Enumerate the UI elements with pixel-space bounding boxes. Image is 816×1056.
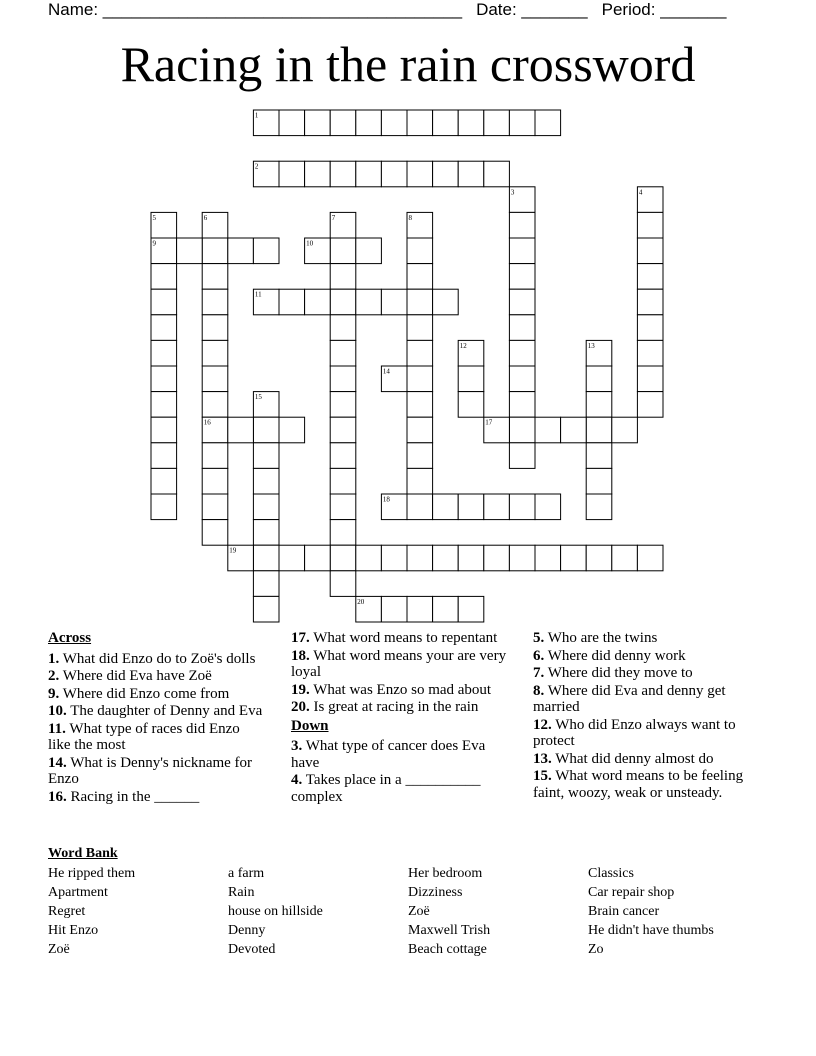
grid-cell[interactable]	[151, 494, 177, 520]
grid-cell[interactable]	[484, 494, 510, 520]
grid-cell[interactable]	[637, 545, 663, 571]
grid-cell[interactable]	[381, 289, 407, 315]
across-clues-col1	[48, 630, 263, 806]
grid-cell[interactable]	[202, 443, 228, 469]
grid-cell[interactable]	[586, 392, 612, 418]
clue-number: 12.	[533, 716, 552, 733]
word-bank-entry: Brain cancer	[588, 904, 660, 919]
grid-cell[interactable]	[151, 340, 177, 366]
grid-cell[interactable]	[433, 596, 459, 622]
period-field[interactable]: Period: _______	[601, 0, 727, 19]
clue-text: Where did Eva have Zoë	[59, 668, 212, 684]
grid-cell[interactable]	[509, 494, 535, 520]
clue-text: What word means your are very loyal	[291, 647, 507, 680]
grid-cell[interactable]	[535, 110, 561, 136]
clue-text: Is great at racing in the rain	[309, 699, 479, 715]
across-clue	[48, 651, 263, 668]
clue-text: What word means to be feeling faint, woozy, weak or unsteady.	[533, 768, 744, 801]
clue-number: 2.	[48, 668, 60, 684]
word-bank-entry: Her bedroom	[408, 866, 483, 881]
grid-cell[interactable]	[305, 545, 331, 571]
down-clues-col3	[533, 630, 768, 802]
grid-cell[interactable]	[253, 468, 279, 494]
grid-cell[interactable]	[202, 289, 228, 315]
grid-cell[interactable]	[407, 315, 433, 341]
grid-cell[interactable]	[407, 392, 433, 418]
down-clue	[533, 717, 768, 750]
clue-number: 4	[638, 188, 643, 197]
down-heading: Down	[291, 717, 329, 734]
word-bank-column	[588, 864, 714, 959]
word-bank-entry: Denny	[228, 923, 266, 938]
grid-cell[interactable]	[305, 289, 331, 315]
grid-cell[interactable]	[330, 545, 356, 571]
clue-number: 1	[254, 111, 259, 120]
grid-cell[interactable]	[407, 596, 433, 622]
clue-number: 20.	[291, 699, 310, 715]
grid-cell[interactable]	[509, 545, 535, 571]
clue-number: 19	[229, 546, 237, 555]
across-clue	[291, 699, 513, 716]
clue-number: 3	[510, 188, 515, 197]
grid-cell[interactable]	[458, 161, 484, 187]
grid-cell[interactable]	[509, 238, 535, 264]
clue-number: 14	[382, 367, 390, 376]
down-clue	[533, 665, 768, 682]
clue-text: Who did Enzo always want to protect	[533, 716, 736, 749]
grid-cell[interactable]	[330, 392, 356, 418]
grid-cell[interactable]	[586, 417, 612, 443]
page-title: Racing in the rain crossword	[120, 36, 696, 92]
clue-text: Where did denny work	[544, 647, 686, 664]
down-clue	[291, 738, 513, 771]
word-bank-column	[408, 864, 490, 959]
across-clue	[48, 668, 263, 685]
date-field[interactable]: Date: _______	[476, 0, 588, 19]
across-clue	[48, 789, 263, 806]
word-bank-title: Word Bank	[48, 846, 118, 861]
grid-cell[interactable]	[151, 264, 177, 290]
clue-number: 10	[306, 239, 314, 248]
grid-cell[interactable]	[253, 417, 279, 443]
grid-cell[interactable]	[330, 443, 356, 469]
clue-text: Where did Enzo come from	[59, 685, 230, 702]
grid-cell[interactable]	[151, 417, 177, 443]
grid-cell[interactable]	[381, 596, 407, 622]
grid-cell[interactable]	[253, 545, 279, 571]
clue-number: 6.	[533, 647, 545, 664]
across-clue	[48, 703, 263, 720]
grid-cell[interactable]	[509, 417, 535, 443]
grid-cell[interactable]	[509, 212, 535, 238]
grid-cell[interactable]	[330, 571, 356, 597]
grid-cell[interactable]	[612, 545, 638, 571]
word-bank-entry: Classics	[588, 866, 634, 881]
grid-cell[interactable]	[586, 545, 612, 571]
grid-cell[interactable]	[458, 545, 484, 571]
clue-number: 16	[203, 418, 211, 427]
clue-number: 4.	[291, 772, 303, 788]
clue-number: 3.	[291, 738, 303, 754]
grid-cell[interactable]	[202, 264, 228, 290]
word-bank-entry: Zoë	[408, 904, 430, 919]
word-bank-entry: Devoted	[228, 942, 276, 957]
grid-cell[interactable]	[279, 110, 305, 136]
clue-text: What is Denny's nickname for Enzo	[48, 754, 253, 787]
grid-cell[interactable]	[637, 289, 663, 315]
grid-cell[interactable]	[586, 366, 612, 392]
grid-cell[interactable]	[330, 468, 356, 494]
grid-cell[interactable]	[433, 161, 459, 187]
grid-cell[interactable]	[407, 340, 433, 366]
clue-number: 5	[152, 213, 156, 222]
grid-cell[interactable]	[151, 443, 177, 469]
word-bank-entry: Zoë	[48, 942, 70, 957]
grid-cell[interactable]	[253, 520, 279, 546]
word-bank-entry: Apartment	[48, 885, 108, 900]
grid-cell[interactable]	[202, 238, 228, 264]
grid-cell[interactable]	[407, 110, 433, 136]
grid-cell[interactable]	[586, 494, 612, 520]
grid-cell[interactable]	[305, 110, 331, 136]
clue-number: 9.	[48, 685, 60, 702]
grid-cell[interactable]	[433, 494, 459, 520]
grid-cell[interactable]	[484, 110, 510, 136]
grid-cell[interactable]	[279, 289, 305, 315]
grid-cell[interactable]	[279, 417, 305, 443]
grid-cell[interactable]	[433, 289, 459, 315]
clue-text: What type of cancer does Eva have	[291, 738, 486, 771]
word-bank-entry: Beach cottage	[408, 942, 487, 957]
grid-cell[interactable]	[458, 494, 484, 520]
grid-cell[interactable]	[151, 366, 177, 392]
clue-text: Takes place in a __________ complex	[291, 772, 481, 805]
grid-cell[interactable]	[407, 468, 433, 494]
clue-number: 8.	[533, 682, 545, 699]
clue-number: 16.	[48, 788, 67, 805]
clues-col2	[291, 630, 513, 806]
clue-text: What was Enzo so mad about	[309, 681, 492, 698]
grid-cell[interactable]	[151, 392, 177, 418]
grid-cell[interactable]	[202, 392, 228, 418]
grid-cell[interactable]	[535, 417, 561, 443]
grid-cell[interactable]	[484, 545, 510, 571]
grid-cell[interactable]	[356, 545, 382, 571]
grid-cell[interactable]	[228, 417, 254, 443]
grid-cell[interactable]	[407, 366, 433, 392]
grid-cell[interactable]	[330, 340, 356, 366]
clue-text: Where did Eva and denny get married	[533, 682, 726, 715]
grid-cell[interactable]	[637, 238, 663, 264]
across-clue	[48, 755, 263, 788]
grid-cell[interactable]	[637, 264, 663, 290]
clue-number: 17	[485, 418, 493, 427]
grid-cell[interactable]	[509, 366, 535, 392]
grid-cell[interactable]	[330, 110, 356, 136]
grid-cell[interactable]	[407, 443, 433, 469]
clue-number: 13	[587, 341, 595, 350]
down-clue	[533, 751, 768, 768]
name-field[interactable]: Name: ______________________________________	[48, 0, 463, 19]
grid-cell[interactable]	[330, 494, 356, 520]
grid-cell[interactable]	[637, 392, 663, 418]
grid-cell[interactable]	[330, 289, 356, 315]
grid-cell[interactable]	[484, 161, 510, 187]
grid-cell[interactable]	[202, 468, 228, 494]
word-bank-entry: a farm	[228, 866, 265, 881]
grid-cell[interactable]	[535, 494, 561, 520]
grid-cell[interactable]	[253, 571, 279, 597]
clue-text: The daughter of Denny and Eva	[66, 703, 263, 719]
grid-cell[interactable]	[637, 212, 663, 238]
grid-cell[interactable]	[458, 110, 484, 136]
clue-number: 19.	[291, 681, 310, 698]
word-bank-entry: Hit Enzo	[48, 923, 99, 938]
down-clue	[533, 683, 768, 716]
down-clue	[533, 630, 768, 647]
across-heading: Across	[48, 630, 92, 646]
grid-cell[interactable]	[637, 366, 663, 392]
clue-number: 8	[408, 213, 412, 222]
grid-cell[interactable]	[228, 238, 254, 264]
grid-cell[interactable]	[356, 110, 382, 136]
grid-cell[interactable]	[279, 545, 305, 571]
grid-cell[interactable]	[330, 417, 356, 443]
word-bank-entry: Rain	[228, 885, 255, 900]
grid-cell[interactable]	[177, 238, 203, 264]
clue-number: 11	[254, 290, 262, 299]
grid-cell[interactable]	[407, 238, 433, 264]
word-bank-entry: house on hillside	[228, 904, 323, 919]
grid-cell[interactable]	[586, 468, 612, 494]
word-bank-entry: Zo	[588, 942, 604, 957]
grid-cell[interactable]	[509, 110, 535, 136]
clue-number: 7.	[533, 665, 545, 681]
down-clue	[291, 772, 513, 805]
clue-number: 9	[152, 239, 156, 248]
clue-number: 17.	[291, 630, 310, 646]
grid-cell[interactable]	[458, 366, 484, 392]
grid-cell[interactable]	[381, 161, 407, 187]
clue-text: What did denny almost do	[551, 750, 714, 767]
grid-cell[interactable]	[305, 161, 331, 187]
clue-number: 20	[357, 597, 365, 606]
word-bank-entry: Car repair shop	[588, 885, 675, 900]
grid-cell[interactable]	[637, 340, 663, 366]
grid-cell[interactable]	[561, 545, 587, 571]
grid-cell[interactable]	[509, 315, 535, 341]
grid-cell[interactable]	[458, 392, 484, 418]
grid-cell[interactable]	[330, 315, 356, 341]
word-bank-column	[228, 864, 323, 959]
grid-cell[interactable]	[253, 238, 279, 264]
word-bank-entry: He ripped them	[48, 866, 136, 881]
grid-cell[interactable]	[509, 340, 535, 366]
grid-cell[interactable]	[407, 494, 433, 520]
grid-cell[interactable]	[612, 417, 638, 443]
grid-cell[interactable]	[586, 443, 612, 469]
clue-number: 15	[254, 393, 262, 402]
clue-text: Where did they move to	[544, 665, 693, 681]
clue-number: 15.	[533, 768, 552, 784]
clue-text: Who are the twins	[544, 630, 658, 646]
grid-cell[interactable]	[433, 545, 459, 571]
across-clue	[291, 648, 513, 681]
clue-number: 18.	[291, 647, 310, 664]
grid-cell[interactable]	[330, 238, 356, 264]
grid-cell[interactable]	[433, 110, 459, 136]
clue-number: 14.	[48, 754, 67, 771]
grid-cell[interactable]	[202, 340, 228, 366]
grid-cell[interactable]	[151, 289, 177, 315]
clue-text: What type of races did Enzo like the most	[48, 720, 240, 753]
clue-number: 12	[459, 341, 467, 350]
word-bank-entry: He didn't have thumbs	[588, 923, 714, 938]
grid-cell[interactable]	[509, 392, 535, 418]
clue-number: 11.	[48, 720, 66, 737]
grid-cell[interactable]	[151, 315, 177, 341]
grid-cell[interactable]	[202, 366, 228, 392]
across-clue	[48, 721, 263, 754]
grid-cell[interactable]	[509, 289, 535, 315]
grid-cell[interactable]	[330, 520, 356, 546]
clue-number: 7	[331, 213, 336, 222]
grid-cell[interactable]	[381, 545, 407, 571]
clue-text: Racing in the ______	[66, 788, 200, 805]
across-clue	[291, 630, 513, 647]
grid-cell[interactable]	[356, 289, 382, 315]
clue-number: 10.	[48, 703, 67, 719]
across-clue	[48, 686, 263, 703]
word-bank-entry: Dizziness	[408, 885, 463, 900]
clue-number: 2	[254, 162, 259, 171]
grid-cell[interactable]	[381, 110, 407, 136]
grid-cell[interactable]	[535, 545, 561, 571]
grid-cell[interactable]	[202, 494, 228, 520]
grid-cell[interactable]	[151, 468, 177, 494]
clue-number: 6	[203, 213, 208, 222]
grid-cell[interactable]	[561, 417, 587, 443]
grid-cell[interactable]	[509, 264, 535, 290]
clue-number: 5.	[533, 630, 545, 646]
grid-cell[interactable]	[330, 264, 356, 290]
grid-cell[interactable]	[407, 161, 433, 187]
grid-cell[interactable]	[458, 596, 484, 622]
grid-cell[interactable]	[407, 264, 433, 290]
clue-number: 1.	[48, 650, 60, 667]
grid-cell[interactable]	[279, 161, 305, 187]
clue-number: 13.	[533, 750, 552, 767]
grid-cell[interactable]	[637, 315, 663, 341]
grid-cell[interactable]	[356, 238, 382, 264]
word-bank-entry: Maxwell Trish	[408, 923, 491, 938]
clue-text: What did Enzo do to Zoë's dolls	[59, 650, 256, 667]
grid-cell[interactable]	[407, 417, 433, 443]
word-bank-entry: Regret	[48, 904, 86, 919]
grid-cell[interactable]	[253, 596, 279, 622]
grid-cell[interactable]	[407, 545, 433, 571]
clue-text: What word means to repentant	[309, 630, 498, 646]
grid-cell[interactable]	[509, 443, 535, 469]
down-clue	[533, 648, 768, 665]
grid-cell[interactable]	[202, 520, 228, 546]
grid-cell[interactable]	[407, 289, 433, 315]
clue-number: 18	[382, 495, 390, 504]
across-clue	[291, 682, 513, 699]
grid-cell[interactable]	[202, 315, 228, 341]
word-bank-column	[48, 864, 135, 959]
grid-cell[interactable]	[253, 443, 279, 469]
grid-cell[interactable]	[330, 161, 356, 187]
grid-cell[interactable]	[330, 366, 356, 392]
grid-cell[interactable]	[253, 494, 279, 520]
down-clue	[533, 768, 768, 801]
grid-cell[interactable]	[356, 161, 382, 187]
